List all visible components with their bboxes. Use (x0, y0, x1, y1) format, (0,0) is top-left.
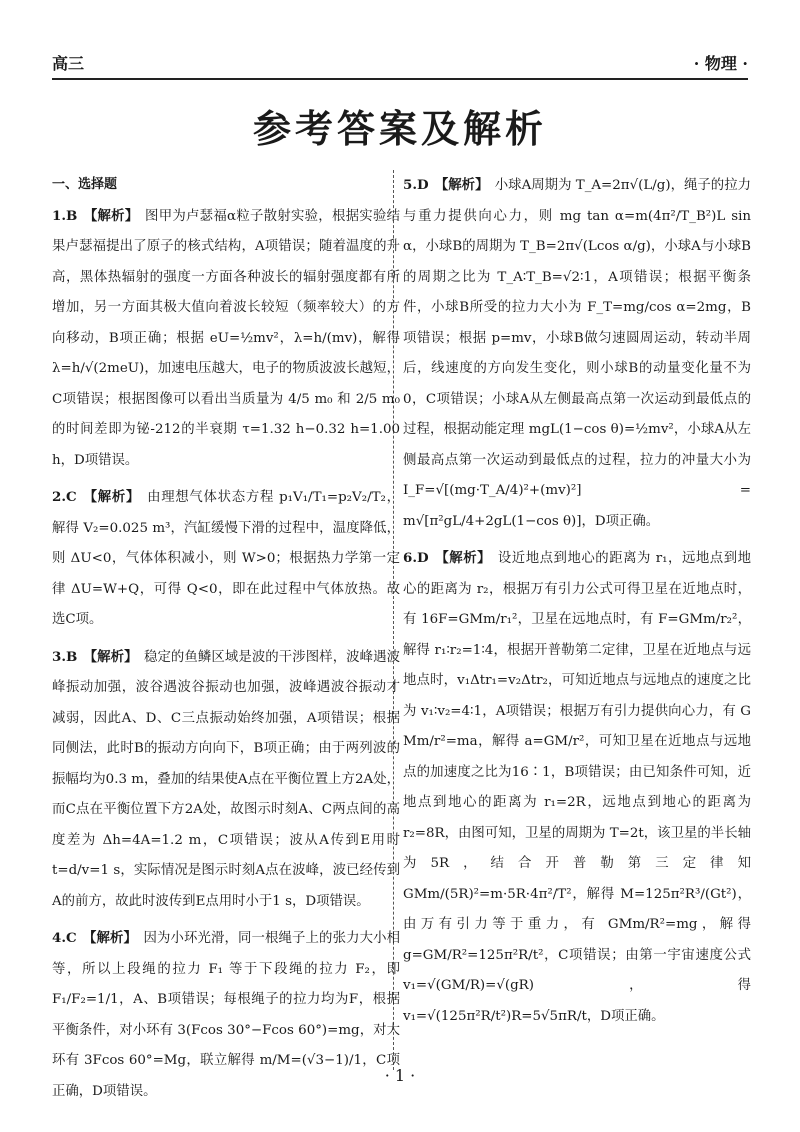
question-5 (403, 170, 751, 537)
question-number: 4.C (52, 930, 77, 946)
question-6 (403, 543, 751, 1032)
question-number: 1.B (52, 207, 78, 224)
question-number: 5.D (403, 177, 429, 193)
section-title: 一、选择题 (52, 177, 118, 192)
left-column (52, 170, 400, 1113)
subject-label: · 物理 · (693, 54, 748, 73)
right-column (403, 170, 751, 1038)
analysis-tag: 【解析】 (434, 178, 489, 193)
page-title: 参考答案及解析 (252, 107, 547, 151)
question-text: 稳定的鱼鳞区域是波的干涉图样，波峰遇波峰振动加强，波谷遇波谷振动也加强，波峰遇波谷振动才减弱，因此A、D、C三点振动始终加强，A项错误；根据同侧法，此时B的振动方向向下，B项正确；由于两列波的振幅均为0.3 m，叠加的结果使A点在平衡位置上方2A处，而C点在平衡位置下方2A处，故图示时刻A、C两点间的高度差为 Δh=4A=1.2 m，C项错误；波从A传到E用时 t=d/v=1 s，实际情况是图示时刻A点在波峰，波已经传到A的前方，故此时波传到E点用时小于1 s，D项错误。 (52, 649, 401, 909)
question-text: 小球A周期为 T_A=2π√(L/g)，绳子的拉力与重力提供向心力，则 mg tan α=m(4π²/T_B²)L sin α，小球B的周期为 T_B=2π√(Lcos α/g)，小球A与小球B的周期之比为 T_A∶T_B=√2∶1，A项错误；根据平衡条件，小球B所受的拉力大小为 F_T=mg/cos α=2mg，B项错误；根据 p=mv，小球B做匀速圆周运动，转动半周后，线速度的方向发生变化，则小球B的动量变化量不为0，C项错误；小球A从左侧最高点第一次运动到最低点的过程，根据动能定理 mgL(1−cos θ)=½mv²，小球A从左侧最高点第一次运动到最低点的过程，拉力的冲量大小为 I_F=√[(mg·T_A/4)²+(mv)²] = m√[π²gL/4+2gL(1−cos θ)]，D项正确。 (403, 178, 751, 529)
question-text: 设近地点到地心的距离为 r₁，远地点到地心的距离为 r₂，根据万有引力公式可得卫星在近地点时，有 16F=GMm/r₁²，卫星在远地点时，有 F=GMm/r₂²，解得 r₁∶r₂=1∶4，根据开普勒第二定律，卫星在近地点与远地点时，v₁Δtr₁=v₂Δtr₂，可知近地点与远地点的速度之比为 v₁∶v₂=4∶1，A项错误；根据万有引力提供向心力，有 G Mm/r²=ma，解得 a=GM/r²，可知卫星在近地点与远地点的加速度之比为16∶1，B项错误；由已知条件可知，近地点到地心的距离为 r₁=2R，远地点到地心的距离为 r₂=8R，由图可知，卫星的周期为 T=2t，该卫星的半长轴为5R，结合开普勒第三定律知 GMm/(5R)²=m·5R·4π²/T²，解得 M=125π²R³/(Gt²)，由万有引力等于重力，有 GMm/R²=mg，解得 g=GM/R²=125π²R/t²，C项错误；由第一宇宙速度公式 v₁=√(GM/R)=√(gR)，得 v₁=√(125π²R/t²)R=5√5πR/t，D项正确。 (403, 551, 752, 1024)
question-number: 3.B (52, 648, 78, 665)
analysis-tag: 【解析】 (83, 649, 138, 665)
analysis-tag: 【解析】 (83, 208, 139, 224)
question-number: 2.C (52, 489, 77, 505)
question-1 (52, 201, 400, 477)
question-3 (52, 642, 400, 918)
question-text: 因为小环光滑，同一根绳子上的张力大小相等，所以上段绳的拉力 F₁ 等于下段绳的拉力 F₂，即 F₁/F₂=1/1，A、B项错误；每根绳子的拉力均为F，根据平衡条件，对小环有 3(Fcos 30°−Fcos 60°)=mg，对大环有 3Fcos 60°=Mg，联立解得 m/M=(√3−1)/1，C项正确，D项错误。 (52, 931, 400, 1099)
question-number: 6.D (403, 550, 429, 566)
analysis-tag: 【解析】 (83, 931, 138, 946)
question-text: 由理想气体状态方程 p₁V₁/T₁=p₂V₂/T₂，解得 V₂=0.025 m³，汽缸缓慢下滑的过程中，温度降低，则 ΔU<0，气体体积减小，则 W>0；根据热力学第一定律 ΔU=W+Q，可得 Q<0，即在此过程中气体放热。故选C项。 (52, 490, 400, 627)
page-header (52, 48, 748, 80)
analysis-tag: 【解析】 (435, 551, 492, 566)
page-number: · 1 · (384, 1066, 416, 1085)
question-2 (52, 482, 400, 636)
question-text: 图甲为卢瑟福α粒子散射实验，根据实验结果卢瑟福提出了原子的核式结构，A项错误；随着温度的升高，黑体热辐射的强度一方面各种波长的辐射强度都有所增加，另一方面其极大值向着波长较短（频率较大）的方向移动，B项正确；根据 eU=½mv²，λ=h/(mv)，解得 λ=h/√(2meU)，加速电压越大，电子的物质波波长越短，C项错误；根据图像可以看出当质量为 4/5 m₀ 和 2/5 m₀ 的时间差即为铋-212的半衰期 τ=1.32 h−0.32 h=1.00 h，D项错误。 (52, 208, 400, 468)
grade-label: 高三 (52, 54, 85, 73)
analysis-tag: 【解析】 (83, 490, 141, 505)
